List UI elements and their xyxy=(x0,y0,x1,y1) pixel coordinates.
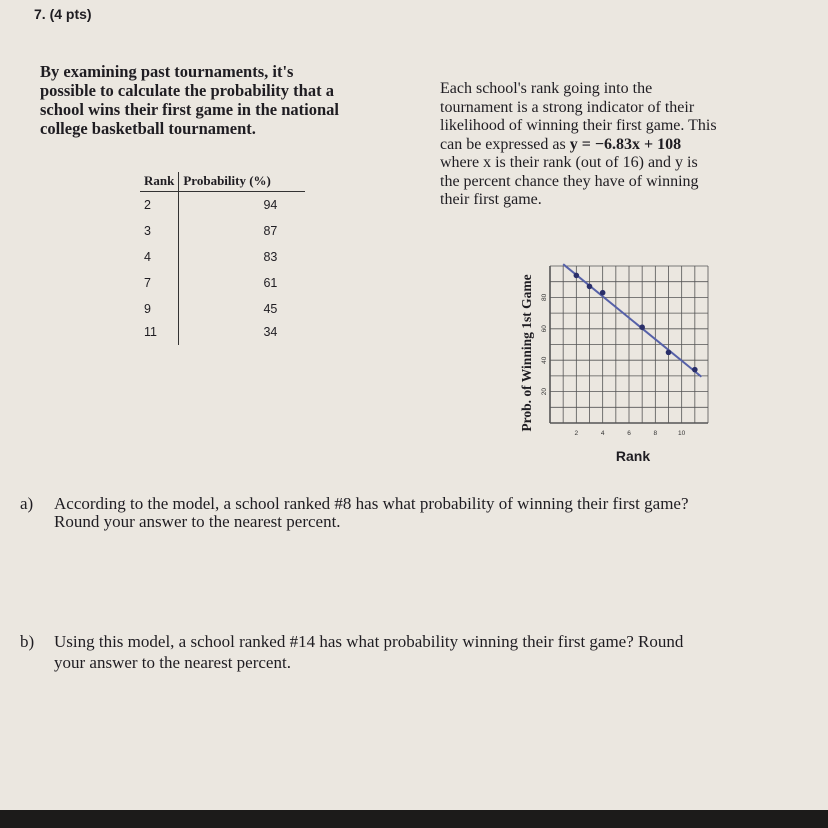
rank-cell: 7 xyxy=(140,270,179,296)
x-tick-label: 2 xyxy=(574,430,579,437)
table-row xyxy=(140,192,305,219)
probability-cell: 94 xyxy=(263,198,278,212)
question-b-line: your answer to the nearest percent. xyxy=(54,653,291,672)
model-line: their first game. xyxy=(440,191,542,208)
model-paragraph xyxy=(440,80,785,210)
model-line: likelihood of winning their first game. This xyxy=(440,117,717,134)
chart-grid xyxy=(550,266,708,423)
column-header-rank: Rank xyxy=(140,172,179,192)
y-axis-label: Prob. of Winning 1st Game xyxy=(519,274,534,432)
column-header-probability: Probability (%) xyxy=(179,172,306,192)
question-a-text: According to the model, a school ranked #8 has what probability of winning their first game? xyxy=(54,494,689,513)
rank-cell: 11 xyxy=(140,322,179,345)
y-tick-label: 60 xyxy=(541,325,548,333)
scatter-chart xyxy=(528,258,728,448)
data-point xyxy=(587,284,593,290)
model-line xyxy=(440,136,785,155)
question-number: 7. (4 pts) xyxy=(34,6,92,22)
rank-probability-table xyxy=(140,172,305,345)
question-b-line xyxy=(20,631,820,652)
question-a xyxy=(20,495,810,531)
model-line: tournament is a strong indicator of their xyxy=(440,98,695,116)
intro-line: college basketball tournament. xyxy=(40,119,256,138)
intro-line: possible to calculate the probability that a xyxy=(40,81,334,100)
probability-cell: 83 xyxy=(263,250,278,264)
model-equation: y = −6.83x + 108 xyxy=(569,135,682,153)
question-b-text: Using this model, a school ranked #14 has what probability winning their first game? Round xyxy=(54,632,684,651)
data-point xyxy=(692,367,698,373)
rank-cell: 9 xyxy=(140,296,179,322)
intro-line: school wins their first game in the national xyxy=(40,100,339,119)
table-row xyxy=(140,322,305,345)
model-line: the percent chance they have of winning xyxy=(440,172,699,190)
table-row xyxy=(140,296,305,322)
y-tick-label: 40 xyxy=(541,356,548,364)
table-row xyxy=(140,244,305,270)
y-tick-label: 20 xyxy=(541,387,548,396)
rank-cell: 2 xyxy=(140,192,179,219)
intro-paragraph xyxy=(40,62,410,138)
x-tick-label: 8 xyxy=(653,430,658,437)
x-tick-labels xyxy=(575,430,686,437)
intro-line: By examining past tournaments, it's xyxy=(40,62,294,81)
desk-edge xyxy=(0,810,828,828)
probability-cell: 61 xyxy=(263,276,278,290)
question-a-label: a) xyxy=(20,494,34,513)
model-line: Each school's rank going into the xyxy=(440,80,653,97)
table-header-row xyxy=(140,172,305,192)
model-line-prefix: can be expressed as xyxy=(440,135,570,153)
question-a-line: Round your answer to the nearest percent. xyxy=(54,512,341,531)
x-tick-label: 4 xyxy=(600,430,605,437)
data-point xyxy=(639,324,645,330)
rank-cell: 4 xyxy=(140,244,179,270)
probability-cell: 87 xyxy=(263,224,278,238)
data-point xyxy=(600,290,606,296)
x-tick-label: 10 xyxy=(678,430,686,437)
data-point xyxy=(574,273,580,279)
probability-cell: 34 xyxy=(263,325,278,339)
question-b xyxy=(20,631,820,673)
table-row xyxy=(140,270,305,296)
rank-cell: 3 xyxy=(140,218,179,244)
question-b-label: b) xyxy=(20,632,35,651)
x-tick-label: 6 xyxy=(627,430,631,437)
x-axis-label: Rank xyxy=(615,448,651,464)
y-tick-label: 80 xyxy=(541,293,548,302)
table-row xyxy=(140,218,305,244)
probability-cell: 45 xyxy=(263,302,278,316)
y-tick-labels xyxy=(541,293,548,395)
model-line: where x is their rank (out of 16) and y is xyxy=(440,154,698,171)
data-point xyxy=(666,350,672,356)
question-a-line xyxy=(20,495,810,513)
